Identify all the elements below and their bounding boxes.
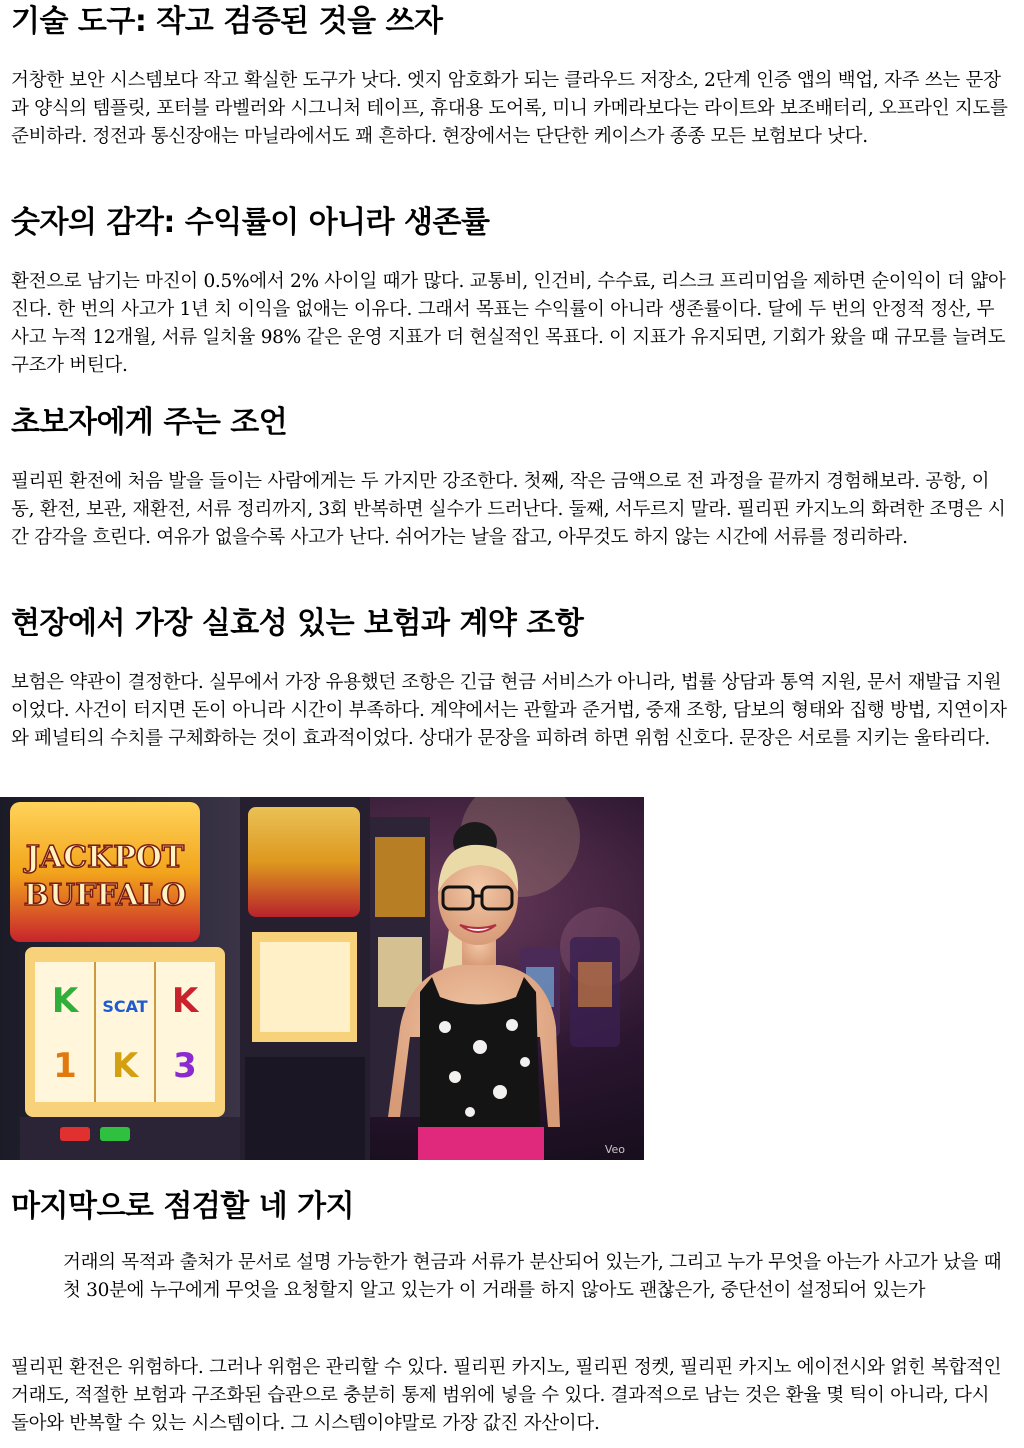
reel-symbol: K (51, 981, 79, 1021)
section-heading: 숫자의 감각: 수익률이 아니라 생존률 (11, 205, 490, 240)
casino-illustration (0, 797, 644, 1160)
watermark-text: Veo (604, 1143, 625, 1156)
checklist-quote: 거래의 목적과 출처가 문서로 설명 가능한가 현금과 서류가 분산되어 있는가, 그리고 누가 무엇을 아는가 사고가 났을 때 첫 30분에 누구에게 무엇을 요청할지 알고 있는가 이 거래를 하지 않아도 괜찮은가, 중단선이 설정되어 있는가 (63, 1252, 1002, 1301)
conclusion-body: 필리핀 환전은 위험하다. 그러나 위험은 관리할 수 있다. 필리핀 카지노, 필리핀 정켓, 필리핀 카지노 에이전시와 얽힌 복합적인 거래도, 적절한 보험과 구조화된 습관으로 충분히 통제 범위에 넣을 수 있다. 결과적으로 남는 것은 환율 몇 틱이 아니라, 다시 돌아와 반복할 수 있는 시스템이다. 그 시스템이야말로 가장 값진 자산이다. (11, 1357, 1002, 1434)
section-body: 거창한 보안 시스템보다 작고 확실한 도구가 낫다. 엣지 암호화가 되는 클라우드 저장소, 2단계 인증 앱의 백업, 자주 쓰는 문장과 양식의 템플릿, 포터블 라벨러와 시그니처 테이프, 휴대용 도어록, 미니 카메라보다는 라이트와 보조배터리, 오프라인 지도를 준비하라. 정전과 통신장애는 마닐라에서도 꽤 흔하다. 현장에서는 단단한 케이스가 종종 모든 보험보다 낫다. (11, 70, 1008, 147)
section-body: 필리핀 환전에 처음 발을 들이는 사람에게는 두 가지만 강조한다. 첫째, 작은 금액으로 전 과정을 끝까지 경험해보라. 공항, 이동, 환전, 보관, 재환전, 서류 정리까지, 3회 반복하면 실수가 드러난다. 둘째, 서두르지 말라. 필리핀 카지노의 화려한 조명은 시간 감각을 흐린다. 여유가 없을수록 사고가 난다. 쉬어가는 날을 잡고, 아무것도 하지 않는 시간에 서류를 정리하라. (11, 471, 1006, 548)
section-tech-tools (11, 2, 1011, 151)
section-heading: 기술 도구: 작고 검증된 것을 쓰자 (11, 4, 443, 39)
reel-symbol: K (111, 1046, 139, 1086)
reel-symbol: K (171, 981, 199, 1021)
sign-text-2: BUFFALO (23, 878, 187, 913)
section-numbers (11, 203, 1011, 380)
reel-symbol: SCAT (102, 997, 148, 1016)
section-heading: 마지막으로 점검할 네 가지 (11, 1189, 355, 1224)
section-heading: 현장에서 가장 실효성 있는 보험과 계약 조항 (11, 606, 584, 641)
section-checklist (11, 1187, 1011, 1305)
section-beginner-advice (11, 403, 1011, 552)
sign-text-1: JACKPOT (25, 840, 185, 875)
casino-photo (0, 797, 644, 1160)
section-body: 환전으로 남기는 마진이 0.5%에서 2% 사이일 때가 많다. 교통비, 인건비, 수수료, 리스크 프리미엄을 제하면 순이익이 더 얇아진다. 한 번의 사고가 1년 치 이익을 없애는 이유다. 그래서 목표는 수익률이 아니라 생존률이다. 달에 두 번의 안정적 정산, 무사고 누적 12개월, 서류 일치율 98% 같은 운영 지표가 더 현실적인 목표다. 이 지표가 유지되면, 기회가 왔을 때 규모를 늘려도 구조가 버틴다. (11, 271, 1006, 376)
reel-symbol: 3 (173, 1046, 197, 1086)
section-body: 보험은 약관이 결정한다. 실무에서 가장 유용했던 조항은 긴급 현금 서비스가 아니라, 법률 상담과 통역 지원, 문서 재발급 지원이었다. 사건이 터지면 돈이 아니라 시간이 부족하다. 계약에서는 관할과 준거법, 중재 조항, 담보의 형태와 집행 방법, 지연이자와 페널티의 수치를 구체화하는 것이 효과적이었다. 상대가 문장을 피하려 하면 위험 신호다. 문장은 서로를 지키는 울타리다. (11, 672, 1007, 749)
reel-symbol: 1 (53, 1046, 77, 1086)
section-heading: 초보자에게 주는 조언 (11, 405, 288, 440)
section-conclusion (11, 1354, 1011, 1438)
section-insurance (11, 604, 1011, 753)
